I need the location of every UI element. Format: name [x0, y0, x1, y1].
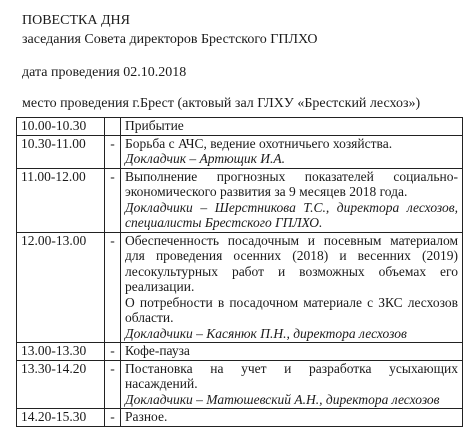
agenda-topic: Постановка на учет и разработка усыхающих насаждений.	[125, 360, 458, 391]
agenda-row	[17, 118, 463, 136]
agenda-row	[17, 409, 463, 427]
agenda-time: 10.30-11.00	[17, 135, 105, 168]
agenda-topic-cell	[121, 135, 463, 168]
agenda-topic-cell	[121, 118, 463, 136]
agenda-topic-cell	[121, 409, 463, 427]
agenda-time: 10.00-10.30	[17, 118, 105, 136]
document-subtitle: заседания Совета директоров Брестского ГПЛХО	[22, 32, 318, 47]
agenda-topic: Прибытие	[125, 118, 184, 133]
agenda-topic: Выполнение прогнозных показателей социально-экономического развития за 9 месяцев 2018 года.	[125, 168, 458, 199]
agenda-time: 11.00-12.00	[17, 168, 105, 232]
agenda-row	[17, 232, 463, 343]
agenda-dash: -	[105, 168, 121, 232]
meeting-date: дата проведения 02.10.2018	[22, 65, 187, 80]
document-title: ПОВЕСТКА ДНЯ	[22, 13, 130, 28]
agenda-time: 13.30-14.20	[17, 360, 105, 409]
meeting-place: место проведения г.Брест (актовый зал ГЛХУ «Брестский лесхоз»)	[22, 96, 421, 111]
agenda-dash: -	[105, 360, 121, 409]
agenda-time: 14.20-15.30	[17, 409, 105, 427]
agenda-speaker: Докладчики – Матюшевский А.Н., директора лесхозов	[125, 391, 440, 407]
agenda-table	[16, 117, 463, 427]
agenda-topic: О потребности в посадочном материале с ЗКС лесхозов области.	[125, 294, 458, 325]
agenda-topic: Борьба с АЧС, ведение охотничьего хозяйства.	[125, 135, 393, 151]
agenda-dash: -	[105, 343, 121, 361]
agenda-topic: Обеспеченность посадочным и посевным материалом для проведения осенних (2018) и весенних (2019) лесокультурных работ и возможных объемах его реализации.	[125, 232, 458, 294]
agenda-row	[17, 168, 463, 232]
agenda-dash: -	[105, 135, 121, 168]
agenda-topic-cell	[121, 343, 463, 361]
agenda-row	[17, 343, 463, 361]
agenda-dash: -	[105, 232, 121, 343]
agenda-row	[17, 135, 463, 168]
agenda-topic: Кофе-пауза	[125, 343, 190, 358]
agenda-speaker: Докладчики – Касянюк П.Н., директора лесхозов	[125, 325, 407, 341]
agenda-topic-cell	[121, 232, 463, 343]
agenda-dash: -	[105, 409, 121, 427]
agenda-speaker: Докладчик – Артющик И.А.	[125, 151, 286, 166]
agenda-speaker: Докладчики – Шерстникова Т.С., директора лесхозов, специалисты Брестского ГПЛХО.	[125, 199, 458, 230]
agenda-body	[17, 118, 463, 427]
agenda-topic-cell	[121, 168, 463, 232]
agenda-row	[17, 360, 463, 409]
agenda-time: 13.00-13.30	[17, 343, 105, 361]
agenda-topic: Разное.	[125, 409, 168, 424]
agenda-time: 12.00-13.00	[17, 232, 105, 343]
agenda-dash	[105, 118, 121, 136]
agenda-topic-cell	[121, 360, 463, 409]
